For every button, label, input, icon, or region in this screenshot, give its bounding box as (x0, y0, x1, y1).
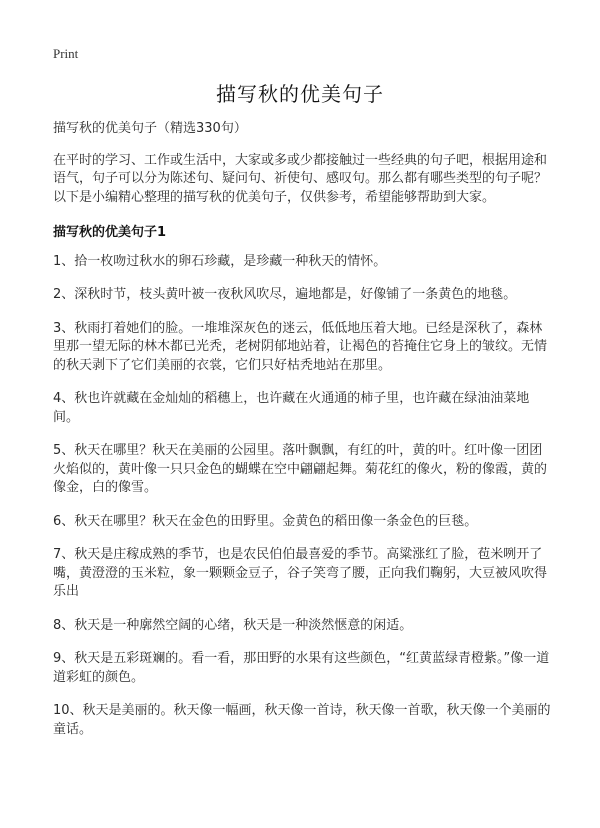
section-heading: 描写秋的优美句子1 (53, 225, 167, 240)
sentence-item: 6、秋天在哪里？秋天在金色的田野里。金黄色的稻田像一条金色的巨毯。 (53, 513, 478, 529)
sentence-item: 1、拾一枚吻过秋水的卵石珍藏，是珍藏一种秋天的情怀。 (53, 253, 387, 269)
sentence-item: 4、秋也许就藏在金灿灿的稻穗上，也许藏在火通通的柿子里，也许藏在绿油油菜地间。 (53, 391, 530, 425)
sentence-item: 7、秋天是庄稼成熟的季节，也是农民伯伯最喜爱的季节。高粱涨红了脸，苞米咧开了嘴，黄澄澄的玉米粒，象一颗颗金豆子，谷子笑弯了腰，正向我们鞠躬，大豆被风吹得乐出 (53, 547, 548, 599)
sentence-item: 5、秋天在哪里？秋天在美丽的公园里。落叶飘飘，有红的叶，黄的叶。红叶像一团团火焰似的，黄叶像一只只金色的蝴蝶在空中翩翩起舞。菊花红的像火，粉的像霞，黄的像金，白的像雪。 (53, 443, 548, 495)
sentence-item: 2、深秋时节，枝头黄叶被一夜秋风吹尽，遍地都是，好像铺了一条黄色的地毯。 (53, 287, 517, 302)
document-body (53, 120, 553, 754)
sentence-item: 10、秋天是美丽的。秋天像一幅画，秋天像一首诗，秋天像一首歌，秋天像一个美丽的童话。 (53, 703, 551, 737)
page-title: 描写秋的优美句子 (216, 82, 384, 106)
sentence-item: 3、秋雨打着她们的脸。一堆堆深灰色的迷云，低低地压着大地。已经是深秋了，森林里那一望无际的林木都已光秃，老树阴郁地站着，让褐色的苔掩住它身上的皱纹。无情的秋天剥下了它们美丽的衣裳，它们只好枯秃地站在那里。 (53, 320, 548, 373)
sentence-item: 9、秋天是五彩斑斓的。看一看，那田野的水果有这些颜色，“红黄蓝绿青橙紫。”像一道道彩虹的颜色。 (53, 651, 550, 685)
intro-paragraph: 在平时的学习、工作或生活中，大家或多或少都接触过一些经典的句子吧，根据用途和语气，句子可以分为陈述句、疑问句、祈使句、感叹句。那么都有哪些类型的句子呢？以下是小编精心整理的描写秋的优美句子，仅供参考，希望能够帮助到大家。 (53, 152, 548, 205)
print-link[interactable]: Print (53, 46, 79, 61)
document-subtitle: 描写秋的优美句子（精选330句） (53, 121, 247, 136)
sentence-item: 8、秋天是一种廓然空阔的心绪，秋天是一种淡然惬意的闲适。 (53, 617, 413, 633)
